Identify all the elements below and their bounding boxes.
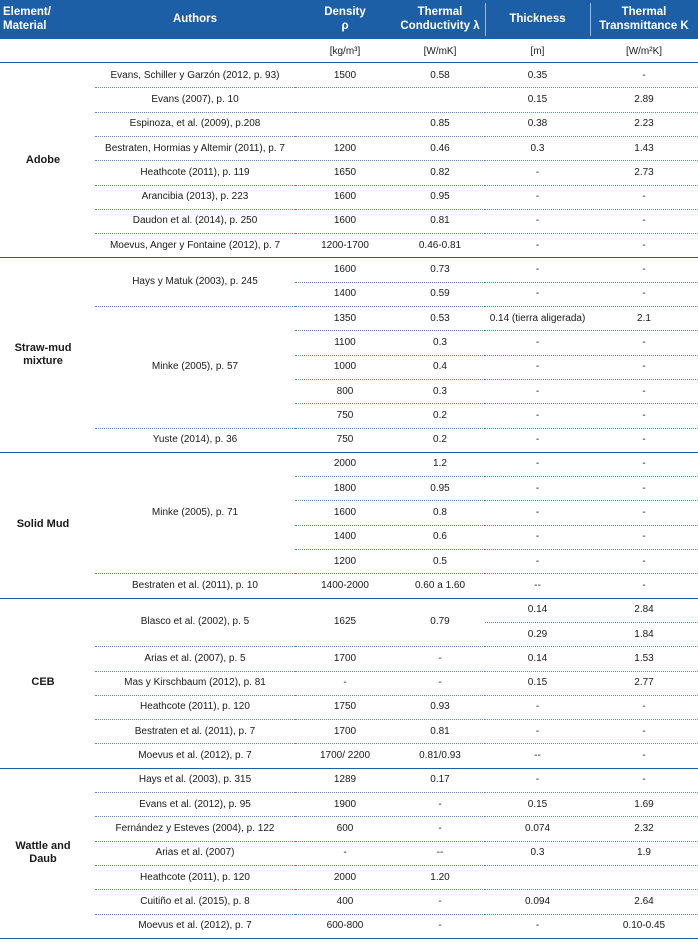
material-label: CEB [31, 676, 55, 689]
transmittance-cell: 2.1 [637, 312, 651, 324]
row-divider [95, 112, 295, 113]
material-label: Solid Mud [16, 518, 70, 531]
density-cell: 1700 [333, 652, 357, 664]
density-cell: 750 [336, 434, 354, 446]
author-cell: Yuste (2014), p. 36 [152, 434, 238, 446]
density-cell: 1100 [334, 336, 356, 348]
transmittance-cell: - [642, 215, 646, 227]
header-material: Element/ Material [3, 6, 51, 32]
density-cell: 1650 [333, 166, 357, 178]
density-cell: 1700 [333, 725, 357, 737]
material-label: Straw-mud mixture [14, 341, 72, 367]
conductivity-cell: 1.2 [433, 458, 447, 470]
thickness-cell: 0.094 [524, 895, 551, 907]
thickness-cell: -- [534, 750, 541, 762]
row-divider [95, 573, 295, 574]
conductivity-cell: 0.8 [433, 507, 447, 519]
conductivity-cell: - [438, 920, 442, 932]
conductivity-cell: 0.6 [433, 531, 447, 543]
transmittance-cell: - [642, 239, 646, 251]
transmittance-cell: 2.32 [634, 822, 654, 834]
conductivity-cell: - [438, 798, 442, 810]
material-label: Adobe [25, 153, 61, 166]
conductivity-cell: 0.5 [433, 555, 447, 567]
conductivity-cell: 0.73 [430, 264, 450, 276]
thickness-cell: 0.074 [524, 822, 551, 834]
transmittance-cell: - [642, 191, 646, 203]
density-cell: 1700/ 2200 [319, 750, 371, 762]
conductivity-cell: 0.46-0.81 [418, 239, 462, 251]
author-cell: Moevus, Anger y Fontaine (2012), p. 7 [109, 239, 281, 251]
transmittance-cell: 2.73 [634, 166, 654, 178]
header-separator [590, 3, 591, 36]
transmittance-cell: 2.77 [634, 677, 654, 689]
group-rule [0, 938, 698, 939]
unit-density: [kg/m³] [329, 45, 361, 57]
conductivity-cell: 0.58 [430, 69, 450, 81]
thickness-cell: - [535, 920, 540, 932]
density-cell: 1800 [333, 482, 357, 494]
thickness-cell: - [535, 507, 540, 519]
transmittance-cell: - [642, 507, 646, 519]
density-cell: 1600 [333, 215, 357, 227]
transmittance-cell: 2.84 [634, 604, 654, 616]
density-cell: 1600 [333, 264, 357, 276]
conductivity-cell: - [438, 677, 442, 689]
thickness-cell: - [535, 458, 540, 470]
conductivity-cell [395, 87, 485, 111]
transmittance-cell: - [642, 69, 646, 81]
density-cell: 1600 [333, 507, 357, 519]
row-divider [95, 428, 295, 429]
transmittance-cell: 2.23 [634, 118, 654, 130]
author-cell: Arias et al. (2007), p. 5 [144, 652, 246, 664]
header-conductivity: Thermal Conductivity λ [400, 6, 480, 32]
header-authors: Authors [172, 12, 218, 25]
author-cell: Arias et al. (2007) [155, 847, 235, 859]
transmittance-cell: - [642, 288, 646, 300]
thickness-cell: 0.35 [527, 69, 548, 81]
conductivity-cell: 0.93 [430, 701, 450, 713]
thickness-cell: 0.14 (tierra aligerada) [489, 312, 586, 324]
author-cell: Bestraten, Hormias y Altemir (2011), p. 7 [105, 142, 285, 154]
transmittance-cell: 2.89 [634, 93, 654, 105]
conductivity-cell: 0.81 [430, 725, 450, 737]
transmittance-cell: - [642, 409, 646, 421]
row-divider [95, 185, 295, 186]
unit-transmittance: [W/m²K] [625, 45, 663, 57]
thickness-cell: 0.15 [527, 677, 548, 689]
density-cell: 1625 [333, 616, 357, 628]
thickness-cell: - [535, 288, 540, 300]
conductivity-cell: 0.85 [430, 118, 450, 130]
conductivity-cell: 0.2 [433, 409, 447, 421]
density-cell: 1200 [333, 555, 357, 567]
transmittance-cell: - [642, 361, 646, 373]
conductivity-cell: 0.53 [430, 312, 450, 324]
density-cell: 600 [336, 822, 354, 834]
thickness-cell: - [535, 434, 540, 446]
author-cell: Mas y Kirschbaum (2012), p. 81 [124, 677, 266, 689]
row-divider [95, 209, 295, 210]
transmittance-cell: 0.10-0.45 [622, 920, 666, 932]
author-cell: Heathcote (2011), p. 120 [140, 701, 250, 713]
density-cell: 1200-1700 [321, 239, 369, 251]
author-cell: Cuitiño et al. (2015), p. 8 [140, 895, 250, 907]
conductivity-cell: - [438, 895, 442, 907]
conductivity-cell: 0.59 [430, 288, 450, 300]
conductivity-cell: 0.17 [430, 774, 450, 786]
transmittance-cell: - [642, 531, 646, 543]
author-cell: Moevus et al. (2012), p. 7 [138, 920, 252, 932]
row-divider [95, 719, 295, 720]
density-cell: 1200 [333, 142, 357, 154]
density-cell: 600-800 [326, 920, 364, 932]
conductivity-cell: -- [436, 847, 444, 859]
author-cell: Blasco et al. (2002), p. 5 [140, 616, 250, 628]
conductivity-cell: 0.3 [433, 336, 447, 348]
conductivity-cell: 0.46 [430, 142, 450, 154]
transmittance-cell: 1.84 [634, 628, 654, 640]
transmittance-cell: - [642, 336, 646, 348]
header-separator [485, 3, 486, 36]
conductivity-cell: 0.2 [433, 434, 447, 446]
thickness-cell: -- [534, 579, 541, 591]
conductivity-cell: 0.79 [430, 616, 450, 628]
author-cell: Fernández y Esteves (2004), p. 122 [115, 822, 275, 834]
thickness-cell: 0.29 [527, 628, 548, 640]
author-cell: Evans, Schiller y Garzón (2012, p. 93) [110, 69, 280, 81]
author-cell: Evans (2007), p. 10 [151, 93, 239, 105]
thickness-cell [485, 865, 590, 889]
thickness-cell: - [535, 336, 540, 348]
author-cell: Minke (2005), p. 71 [151, 507, 239, 519]
author-cell: Hays et al. (2003), p. 315 [138, 774, 252, 786]
material-label: Wattle and Daub [15, 839, 71, 865]
row-divider [95, 646, 295, 647]
transmittance-cell [590, 865, 698, 889]
thickness-cell: - [535, 215, 540, 227]
author-cell: Heathcote (2011), p. 119 [140, 166, 250, 178]
transmittance-cell: - [642, 385, 646, 397]
transmittance-cell: 1.69 [634, 798, 654, 810]
density-cell: 1289 [333, 774, 357, 786]
transmittance-cell: - [642, 555, 646, 567]
thickness-cell: - [535, 166, 540, 178]
row-divider [95, 695, 295, 696]
row-divider [95, 87, 295, 88]
author-cell: Bestraten et al. (2011), p. 7 [134, 725, 256, 737]
row-divider [95, 914, 295, 915]
transmittance-cell: - [642, 701, 646, 713]
density-cell: 800 [336, 385, 354, 397]
thickness-cell: 0.3 [530, 142, 545, 154]
density-cell [295, 112, 395, 136]
row-divider [95, 889, 295, 890]
density-cell: 1350 [333, 312, 357, 324]
thickness-cell: 0.38 [527, 118, 548, 130]
author-cell: Evans et al. (2012), p. 95 [139, 798, 251, 810]
row-divider [95, 792, 295, 793]
thickness-cell: - [535, 239, 540, 251]
thickness-cell: 0.15 [527, 798, 548, 810]
thickness-cell: - [535, 409, 540, 421]
thickness-cell: - [535, 264, 540, 276]
density-cell: - [343, 847, 347, 859]
row-divider [95, 306, 295, 307]
thickness-cell: - [535, 725, 540, 737]
thickness-cell: - [535, 774, 540, 786]
density-cell: 1750 [333, 701, 357, 713]
row-divider [95, 841, 295, 842]
thickness-cell: - [535, 191, 540, 203]
density-cell: 400 [336, 895, 354, 907]
transmittance-cell: - [642, 482, 646, 494]
conductivity-cell: 0.3 [433, 385, 447, 397]
conductivity-cell: 0.81 [430, 215, 450, 227]
author-cell: Hays y Matuk (2003), p. 245 [132, 276, 258, 288]
thickness-cell: - [535, 701, 540, 713]
header-density: Density ρ [324, 6, 366, 32]
density-cell: 2000 [333, 458, 357, 470]
density-cell: 1000 [333, 361, 357, 373]
density-cell: 1400 [333, 288, 357, 300]
unit-conductivity: [W/mK] [423, 45, 457, 57]
row-divider [95, 743, 295, 744]
density-cell: 1600 [333, 191, 357, 203]
thickness-cell: - [535, 385, 540, 397]
conductivity-cell: - [438, 652, 442, 664]
density-cell: 1400-2000 [321, 579, 369, 591]
author-cell: Arancibia (2013), p. 223 [141, 191, 249, 203]
row-divider [95, 865, 295, 866]
conductivity-cell: 0.95 [430, 482, 450, 494]
header-thickness: Thickness [509, 12, 566, 25]
thickness-cell: 0.14 [527, 604, 548, 616]
conductivity-cell: 0.4 [433, 361, 447, 373]
conductivity-cell: 0.81/0.93 [419, 750, 461, 762]
density-cell: 1900 [333, 798, 357, 810]
thickness-cell: 0.14 [527, 652, 548, 664]
author-cell: Espinoza, et al. (2009), p.208 [129, 118, 261, 130]
density-cell: 2000 [333, 871, 357, 883]
thickness-cell: - [535, 531, 540, 543]
author-cell: Daudon et al. (2014), p. 250 [132, 215, 258, 227]
author-cell: Bestraten et al. (2011), p. 10 [131, 579, 258, 591]
author-cell: Heathcote (2011), p. 120 [140, 871, 250, 883]
conductivity-cell: 1.20 [430, 871, 450, 883]
row-divider [95, 816, 295, 817]
density-cell: - [343, 677, 347, 689]
transmittance-cell: 1.43 [634, 142, 654, 154]
row-divider [95, 160, 295, 161]
transmittance-cell: - [642, 750, 646, 762]
conductivity-cell: 0.82 [430, 166, 450, 178]
row-divider [95, 136, 295, 137]
conductivity-cell: 0.95 [430, 191, 450, 203]
transmittance-cell: - [642, 579, 646, 591]
transmittance-cell: - [642, 264, 646, 276]
thickness-cell: 0.3 [530, 847, 545, 859]
thickness-cell: - [535, 555, 540, 567]
row-divider [95, 233, 295, 234]
author-cell: Minke (2005), p. 57 [151, 361, 239, 373]
transmittance-cell: - [642, 434, 646, 446]
transmittance-cell: - [642, 725, 646, 737]
transmittance-cell: 2.64 [634, 895, 654, 907]
density-cell [295, 87, 395, 111]
thickness-cell: - [535, 482, 540, 494]
conductivity-cell: 0.60 a 1.60 [414, 579, 466, 591]
unit-thickness: [m] [530, 45, 545, 57]
density-cell: 1500 [333, 69, 357, 81]
thickness-cell: - [535, 361, 540, 373]
row-divider [95, 671, 295, 672]
density-cell: 1400 [333, 531, 357, 543]
transmittance-cell: - [642, 458, 646, 470]
author-cell: Moevus et al. (2012), p. 7 [138, 750, 252, 762]
transmittance-cell: 1.9 [637, 847, 651, 859]
transmittance-cell: 1.53 [634, 652, 654, 664]
thickness-cell: 0.15 [527, 93, 548, 105]
conductivity-cell: - [438, 822, 442, 834]
header-transmittance: Thermal Transmittance K [599, 6, 689, 32]
density-cell: 750 [336, 409, 354, 421]
transmittance-cell: - [642, 774, 646, 786]
